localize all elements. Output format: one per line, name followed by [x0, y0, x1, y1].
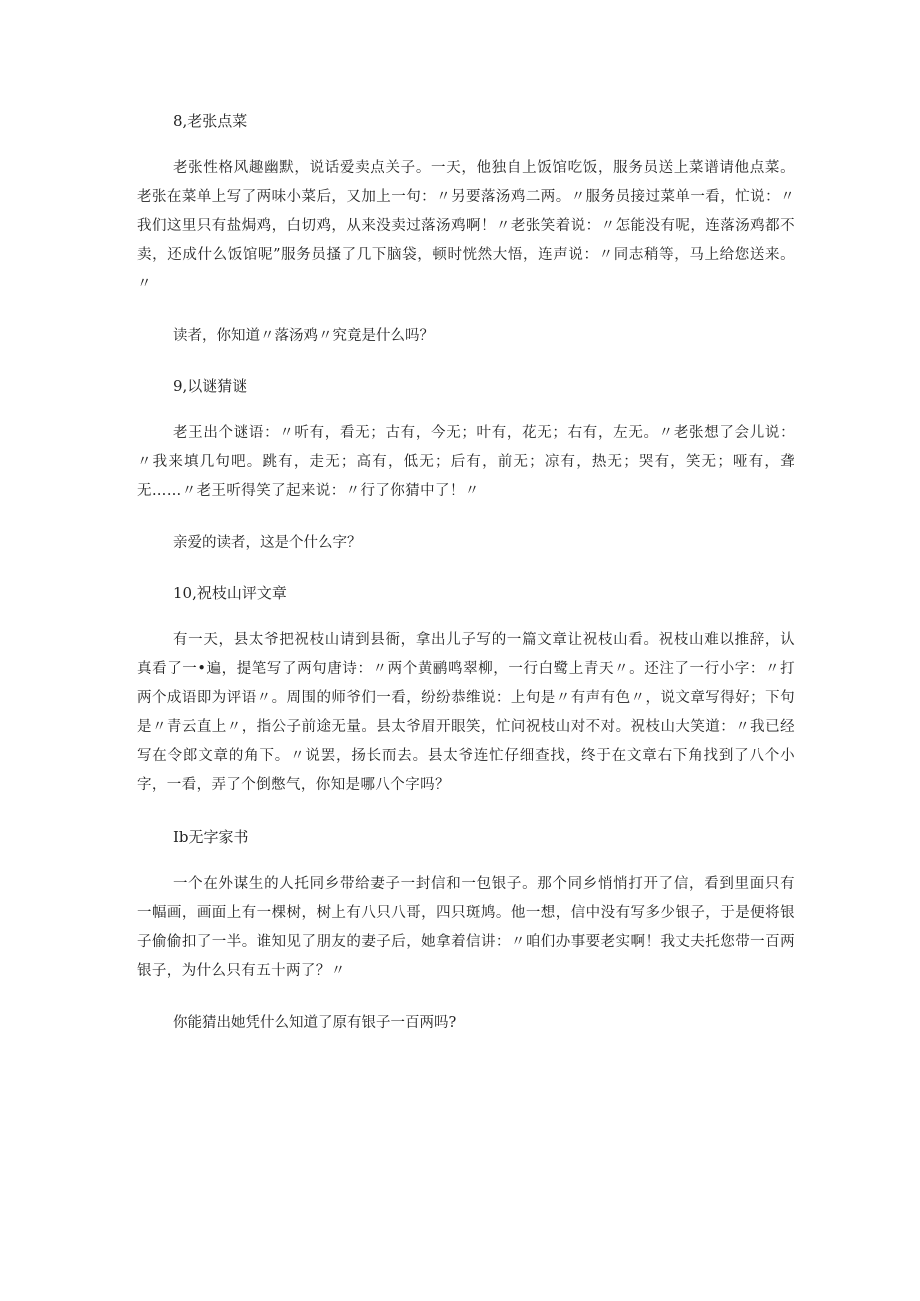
- section-paragraph: 有一天，县太爷把祝枝山请到县衙，拿出儿子写的一篇文章让祝枝山看。祝枝山难以推辞，认真看了一•遍，提笔写了两句唐诗：〃两个黄鹂鸣翠柳，一行白鹭上青天〃。还注了一行小字：〃打两个成语即为评语〃。周围的师爷们一看，纷纷恭维说：上句是〃有声有色〃，说文章写得好；下句是〃青云直上〃，指公子前途无量。县太爷眉开眼笑，忙问祝枝山对不对。祝枝山大笑道：〃我已经写在令郎文章的角下。〃说罢，扬长而去。县太爷连忙仔细查找，终于在文章右下角找到了八个小字，一看，弄了个倒憋气，你知是哪八个字吗？: [137, 632, 795, 793]
- section-heading: Ib无字家书: [173, 828, 249, 846]
- section-paragraph: 一个在外谋生的人托同乡带给妻子一封信和一包银子。那个同乡悄悄打开了信，看到里面只有一幅画，画面上有一棵树，树上有八只八哥，四只斑鸠。他一想，信中没有写多少银子，于是便将银子偷偷扣了一半。谁知见了朋友的妻子后，她拿着信讲：〃咱们办事要老实啊！我丈夫托您带一百两银子，为什么只有五十两了？〃: [137, 876, 795, 979]
- section-question: 读者，你知道〃落汤鸡〃究竟是什么吗？: [173, 328, 434, 344]
- document-body: [137, 108, 795, 1060]
- section-paragraph: 老张性格风趣幽默，说话爱卖点关子。一天，他独自上饭馆吃饭，服务员送上菜谱请他点菜。老张在菜单上写了两味小菜后，又加上一句：〃另要落汤鸡二两。〃服务员接过菜单一看，忙说：〃我们这里只有盐焗鸡，白切鸡，从来没卖过落汤鸡啊！〃老张笑着说：〃怎能没有呢，连落汤鸡都不卖，还成什么饭馆呢”服务员搔了几下脑袋，顿时恍然大悟，连声说：〃同志稍等，马上给您送来。〃: [137, 160, 795, 292]
- section-heading: 9,以谜猜谜: [173, 377, 248, 395]
- section-question: 亲爱的读者，这是个什么字？: [173, 535, 362, 551]
- section-heading: 10,祝枝山评文章: [173, 584, 287, 602]
- section-heading: 8,老张点菜: [173, 112, 248, 130]
- section-question: 你能猜出她凭什么知道了原有银子一百两吗?: [173, 1015, 457, 1031]
- section-paragraph: 老王出个谜语：〃听有，看无；古有，今无；叶有，花无；右有，左无。〃老张想了会儿说：〃我来填几句吧。跳有，走无；高有，低无；后有，前无；凉有，热无；哭有，笑无；哑有，聋无……〃老王听得笑了起来说：〃行了你猜中了！〃: [137, 425, 795, 499]
